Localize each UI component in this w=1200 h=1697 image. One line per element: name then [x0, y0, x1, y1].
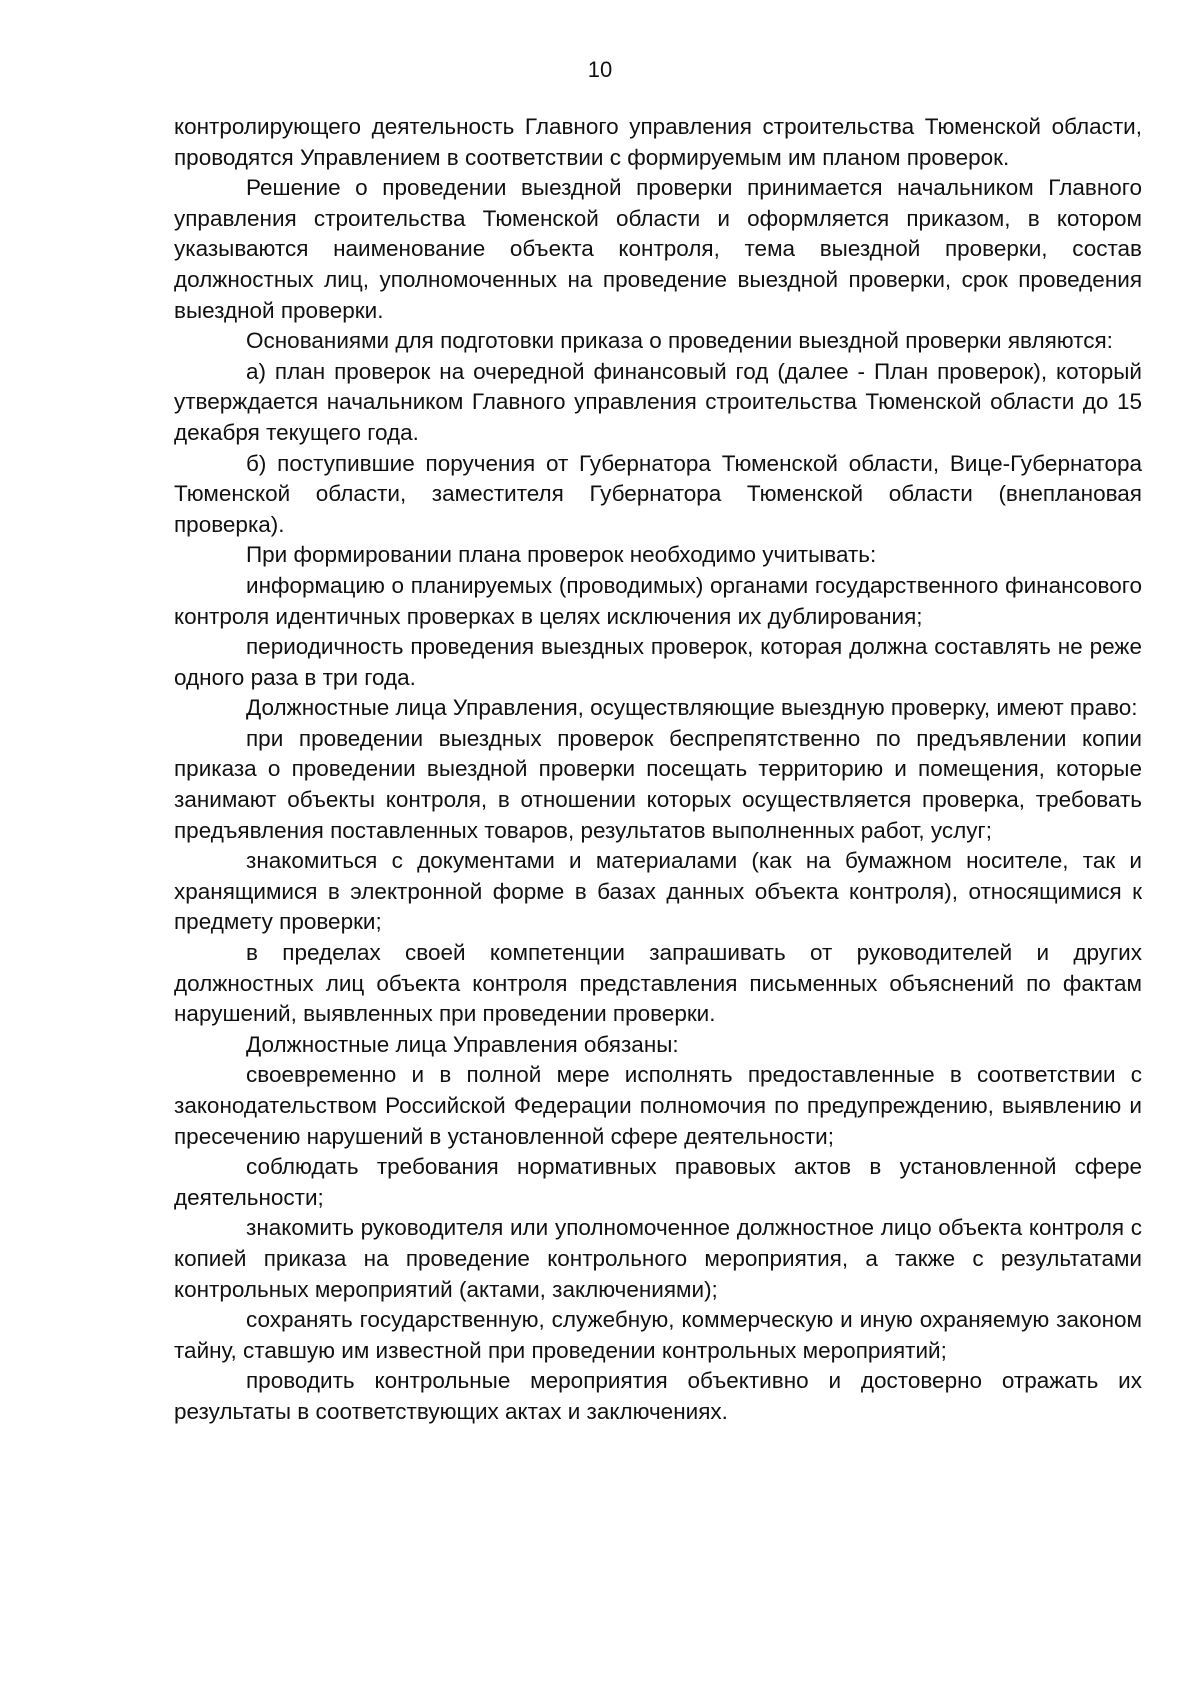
paragraph: Основаниями для подготовки приказа о проведении выездной проверки являются:: [246, 328, 1113, 354]
paragraph: в пределах своей компетенции запрашивать от руководителей и других должностных лиц объекта контроля представления письменных объяснений по фактам нарушений, выявленных при проведении проверки.: [174, 940, 1142, 1027]
paragraph: знакомить руководителя или уполномоченное должностное лицо объекта контроля с копией приказа на проведение контрольного мероприятия, а также с результатами контрольных мероприятий (актами, заключениями);: [174, 1215, 1142, 1302]
page-number: 10: [587, 57, 613, 82]
paragraph: Решение о проведении выездной проверки принимается начальником Главного управления строительства Тюменской области и оформляется приказом, в котором указываются наименование объекта контроля, тема выездной проверки, состав должностных лиц, уполномоченных на проведение выездной проверки, срок проведения выездной проверки.: [174, 175, 1142, 323]
paragraph: информацию о планируемых (проводимых) органами государственного финансового контроля идентичных проверках в целях исключения их дублирования;: [174, 572, 1142, 629]
paragraph: соблюдать требования нормативных правовых актов в установленной сфере деятельности;: [174, 1154, 1142, 1210]
paragraph: контролирующего деятельность Главного управления строительства Тюменской области, проводятся Управлением в соответствии с формируемым им планом проверок.: [174, 114, 1142, 170]
paragraph: Должностные лица Управления обязаны:: [246, 1031, 679, 1057]
document-body: [174, 112, 1142, 1428]
paragraph: сохранять государственную, служебную, коммерческую и иную охраняемую законом тайну, ставшую им известной при проведении контрольных мероприятий;: [174, 1307, 1142, 1363]
paragraph: б) поступившие поручения от Губернатора Тюменской области, Вице-Губернатора Тюменской области, заместителя Губернатора Тюменской области (внеплановая проверка).: [174, 450, 1142, 537]
paragraph: а) план проверок на очередной финансовый год (далее - План проверок), который утверждается начальником Главного управления строительства Тюменской области до 15 декабря текущего года.: [174, 358, 1142, 445]
paragraph: Должностные лица Управления, осуществляющие выездную проверку, имеют право:: [246, 695, 1138, 721]
paragraph: периодичность проведения выездных проверок, которая должна составлять не реже одного раза в три года.: [174, 634, 1142, 690]
paragraph: своевременно и в полной мере исполнять предоставленные в соответствии с законодательством Российской Федерации полномочия по предупреждению, выявлению и пресечению нарушений в установленной сфере деятельности;: [174, 1062, 1142, 1149]
paragraph: знакомиться с документами и материалами (как на бумажном носителе, так и хранящимися в электронной форме в базах данных объекта контроля), относящимися к предмету проверки;: [174, 848, 1142, 935]
paragraph: При формировании плана проверок необходимо учитывать:: [246, 542, 877, 568]
paragraph: проводить контрольные мероприятия объективно и достоверно отражать их результаты в соответствующих актах и заключениях.: [174, 1368, 1142, 1424]
paragraph: при проведении выездных проверок беспрепятственно по предъявлении копии приказа о проведении выездной проверки посещать территорию и помещения, которые занимают объекты контроля, в отношении которых осуществляется проверка, требовать предъявления поставленных товаров, результатов выполненных работ, услуг;: [174, 725, 1142, 843]
